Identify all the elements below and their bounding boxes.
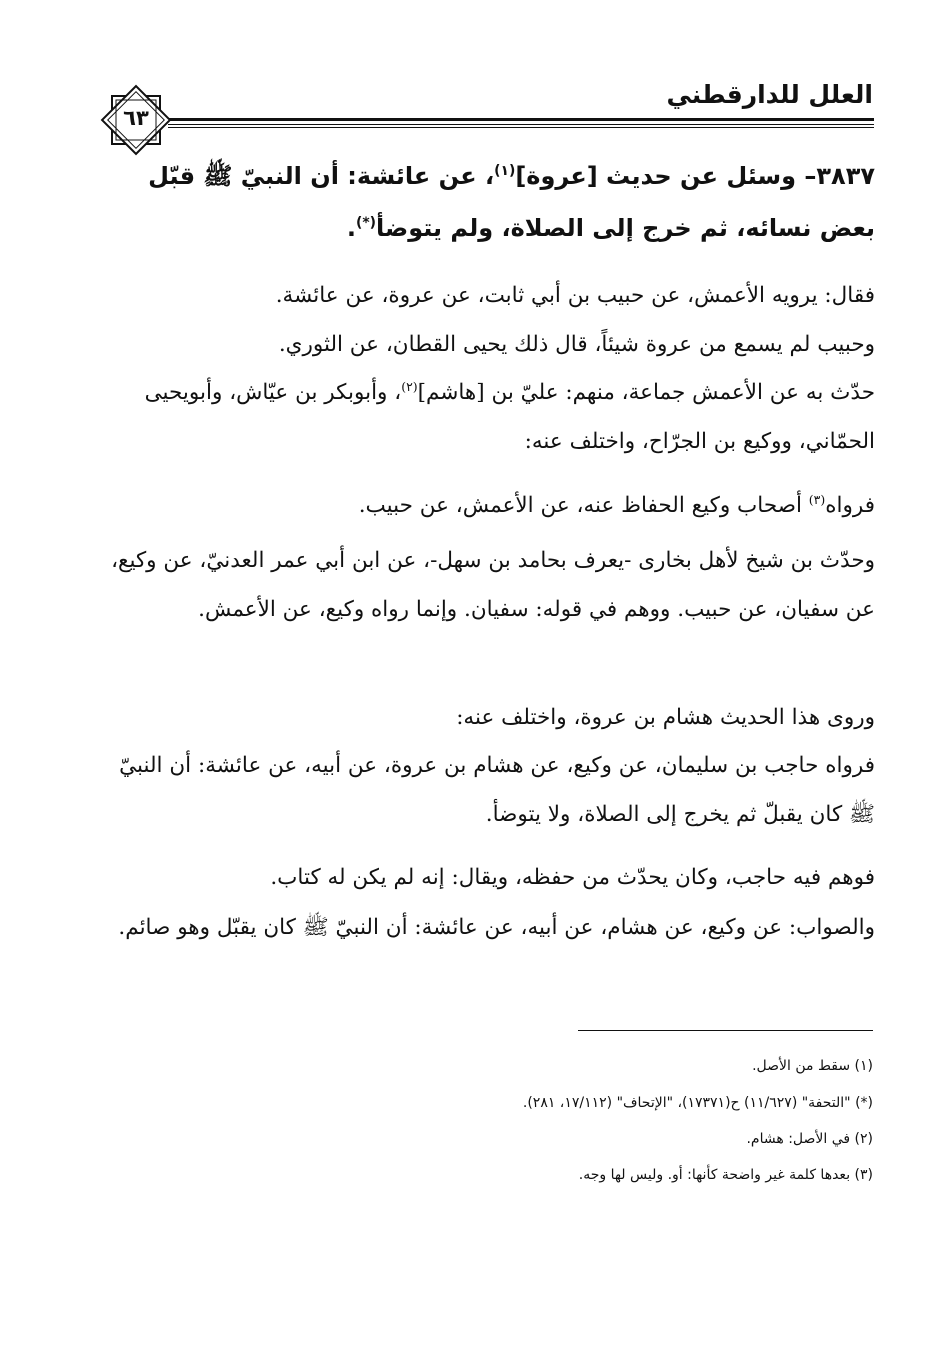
paragraph: فوهم فيه حاجب، وكان يحدّث من حفظه، ويقال: إنه لم يكن له كتاب. xyxy=(270,865,875,890)
header-rule xyxy=(168,116,874,130)
paragraph: حدّث به عن الأعمش جماعة، منهم: عليّ بن [هاشم]$^{(٢)}$، وأبوبكر بن عيّاش، وأبويحيى الحمّاني، ووكيع بن الجرّاح، واختلف عنه: xyxy=(144,378,875,454)
footnote: (*) "التحفة" (١١/٦٢٧) ح(١٧٣٧١)، "الإتحاف" (١٧/١١٢، ٢٨١). xyxy=(522,1095,873,1111)
footnote-separator xyxy=(578,1030,873,1031)
entry-number: ٣٨٣٧ xyxy=(816,162,875,190)
footnote-marker: (٢) xyxy=(401,378,418,394)
paragraph: فقال: يرويه الأعمش، عن حبيب بن أبي ثابت، عن عروة، عن عائشة. xyxy=(275,283,875,308)
paragraph: وروى هذا الحديث هشام بن عروة، واختلف عنه: xyxy=(456,705,875,730)
paragraph: وحدّث بن شيخ لأهل بخارى -يعرف بحامد بن سهل-، عن ابن أبي عمر العدنيّ، عن وكيع، عن سفيان، عن حبيب. ووهم في قوله: سفيان. وإنما رواه وكيع، عن الأعمش. xyxy=(111,548,875,622)
entry-heading: ٣٨٣٧– وسئل عن حديث [عروة]$^{(١)}$، عن عائشة: أن النبيّ ﷺ قبّل بعض نسائه، ثم خرج إلى الصلاة، ولم يتوضأ(*). xyxy=(148,162,875,242)
book-title: العلل للدارقطني xyxy=(666,80,873,109)
footnote-marker: (١) xyxy=(494,163,516,179)
paragraph: والصواب: عن وكيع، عن هشام، عن أبيه، عن عائشة: أن النبيّ ﷺ كان يقبّل وهو صائم. xyxy=(118,915,875,940)
footnote: (١) سقط من الأصل. xyxy=(752,1058,873,1074)
page-number: ٦٣ xyxy=(123,106,149,130)
footnote-marker: (٣) xyxy=(808,491,826,507)
paragraph: وحبيب لم يسمع من عروة شيئاً، قال ذلك يحيى القطان، عن الثوري. xyxy=(278,332,875,357)
page-number-badge xyxy=(98,82,174,158)
footnote-marker-star: (*) xyxy=(356,215,376,231)
paragraph: فرواه$^{(٣)}$ أصحاب وكيع الحفاظ عنه، عن الأعمش، عن حبيب. xyxy=(358,491,875,518)
footnote: (٣) بعدها كلمة غير واضحة كأنها: أو. وليس لها وجه. xyxy=(578,1167,873,1183)
paragraph: فرواه حاجب بن سليمان، عن وكيع، عن هشام بن عروة، عن أبيه، عن عائشة: أن النبيّ ﷺ كان يقبلّ ثم يخرج إلى الصلاة، ولا يتوضأ. xyxy=(119,753,875,827)
footnote: (٢) في الأصل: هشام. xyxy=(746,1131,873,1147)
